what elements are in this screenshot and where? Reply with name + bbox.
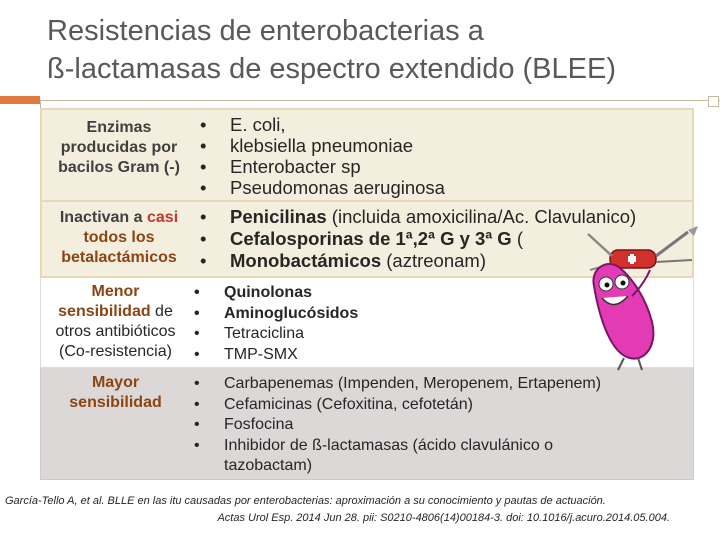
label-line: otros antibióticos xyxy=(55,323,176,340)
label-line: bacilos Gram (-) xyxy=(58,159,180,176)
row-label xyxy=(44,208,194,268)
list-item: • Fosfocina xyxy=(194,415,601,436)
label-highlight: casi xyxy=(147,209,179,226)
list-item: • Aminoglucósidos xyxy=(194,304,358,325)
list-item: • Carbapenemas (Impenden, Meropenem, Ertapenem) xyxy=(194,374,601,395)
label-text: Inactivan a xyxy=(59,209,147,226)
label-line xyxy=(44,208,194,228)
item-rest: (incluida amoxicilina/Ac. Clavulanico) xyxy=(326,206,637,227)
list-item: • Enterobacter sp xyxy=(200,156,445,177)
item-rest: (aztreonam) xyxy=(381,250,486,271)
bacteria-mascot-icon xyxy=(560,212,720,372)
label-line: todos los xyxy=(83,229,155,246)
list-item: • Tetraciclina xyxy=(194,324,358,345)
item-bold: Penicilinas xyxy=(230,206,327,227)
label-line: producidas por xyxy=(60,139,178,156)
row-higher-sensitivity xyxy=(40,368,694,480)
row-enzymes xyxy=(40,108,694,202)
citation xyxy=(0,493,720,527)
divider-end-square xyxy=(708,96,719,107)
title-line-2: ß-lactamasas de espectro extendido (BLEE) xyxy=(47,53,616,85)
label-text: de xyxy=(150,303,173,320)
effective-list xyxy=(194,374,601,477)
list-item: • Pseudomonas aeruginosa xyxy=(200,177,445,198)
row-label xyxy=(43,282,188,362)
antibiotic-list xyxy=(194,283,358,365)
swiss-knife-icon xyxy=(588,226,698,270)
list-item-continuation: tazobactam) xyxy=(224,457,313,474)
citation-line-1: García-Tello A, et al. BLLE en las itu causadas por enterobacterias: aproximación a su conocimiento y pautas de actuación. xyxy=(5,495,606,507)
title-line-1: Resistencias de enterobacterias a xyxy=(47,15,484,47)
list-item: • Cefamicinas (Cefoxitina, cefotetán) xyxy=(194,395,601,416)
label-line xyxy=(43,302,188,322)
label-line: Menor xyxy=(91,283,140,300)
citation-line-2: Actas Urol Esp. 2014 Jun 28. pii: S0210-4806(14)00184-3. doi: 10.1016/j.acuro.2014.05.004. xyxy=(217,512,670,524)
bacteria-list xyxy=(200,114,445,198)
label-line: betalactámicos xyxy=(61,249,177,266)
item-rest: ( xyxy=(511,228,524,249)
label-line: sensibilidad xyxy=(69,394,162,411)
list-item: • E. coli, xyxy=(200,114,445,135)
list-item: • TMP-SMX xyxy=(194,345,358,366)
label-line: Mayor xyxy=(91,374,140,391)
list-item: • klebsiella pneumoniae xyxy=(200,135,445,156)
label-line: Enzimas xyxy=(86,119,152,136)
row-label xyxy=(44,118,194,178)
item-bold: Monobactámicos xyxy=(230,250,382,271)
list-item: • Inhibidor de ß-lactamasas (ácido clavulánico o xyxy=(194,436,601,457)
row-label xyxy=(43,373,188,413)
label-highlight: sensibilidad xyxy=(58,303,151,320)
label-line: (Co-resistencia) xyxy=(59,343,172,360)
slide-title xyxy=(47,12,707,88)
divider-accent xyxy=(0,96,40,104)
item-bold: Cefalosporinas de 1ª,2ª G y 3ª G xyxy=(230,228,512,249)
list-item: • Quinolonas xyxy=(194,283,358,304)
title-divider xyxy=(0,100,720,101)
